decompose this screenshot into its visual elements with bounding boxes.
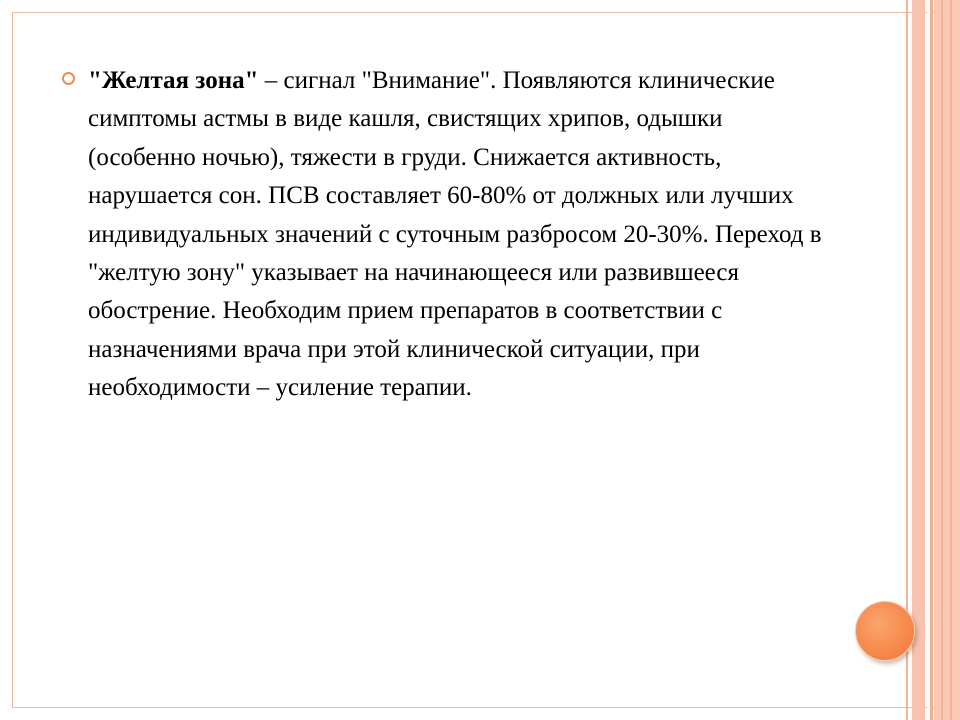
decorative-stripe — [912, 0, 925, 720]
bullet-circle-icon — [62, 72, 75, 85]
decorative-stripe — [930, 0, 933, 720]
bullet-heading: "Желтая зона" — [88, 67, 259, 94]
bullet-paragraph — [88, 62, 833, 408]
decorative-stripe — [950, 0, 952, 720]
decorative-circle — [855, 601, 915, 661]
decorative-stripe — [934, 0, 960, 720]
bullet-body: – сигнал "Внимание". Появляются клинические симптомы астмы в виде кашля, свистящих хрипов, одышки (особенно ночью), тяжести в груди. Снижается активность, нарушается сон. ПСВ составляет 60-80% от должных или лучших индивидуальных значений с суточным разбросом 20-30%. Переход в "желтую зону" указывает на начинающееся или развившееся обострение. Необходим прием препаратов в соответствии с назначениями врача при этой клинической ситуации, при необходимости – усиление терапии. — [88, 67, 822, 402]
decorative-stripe — [941, 0, 943, 720]
